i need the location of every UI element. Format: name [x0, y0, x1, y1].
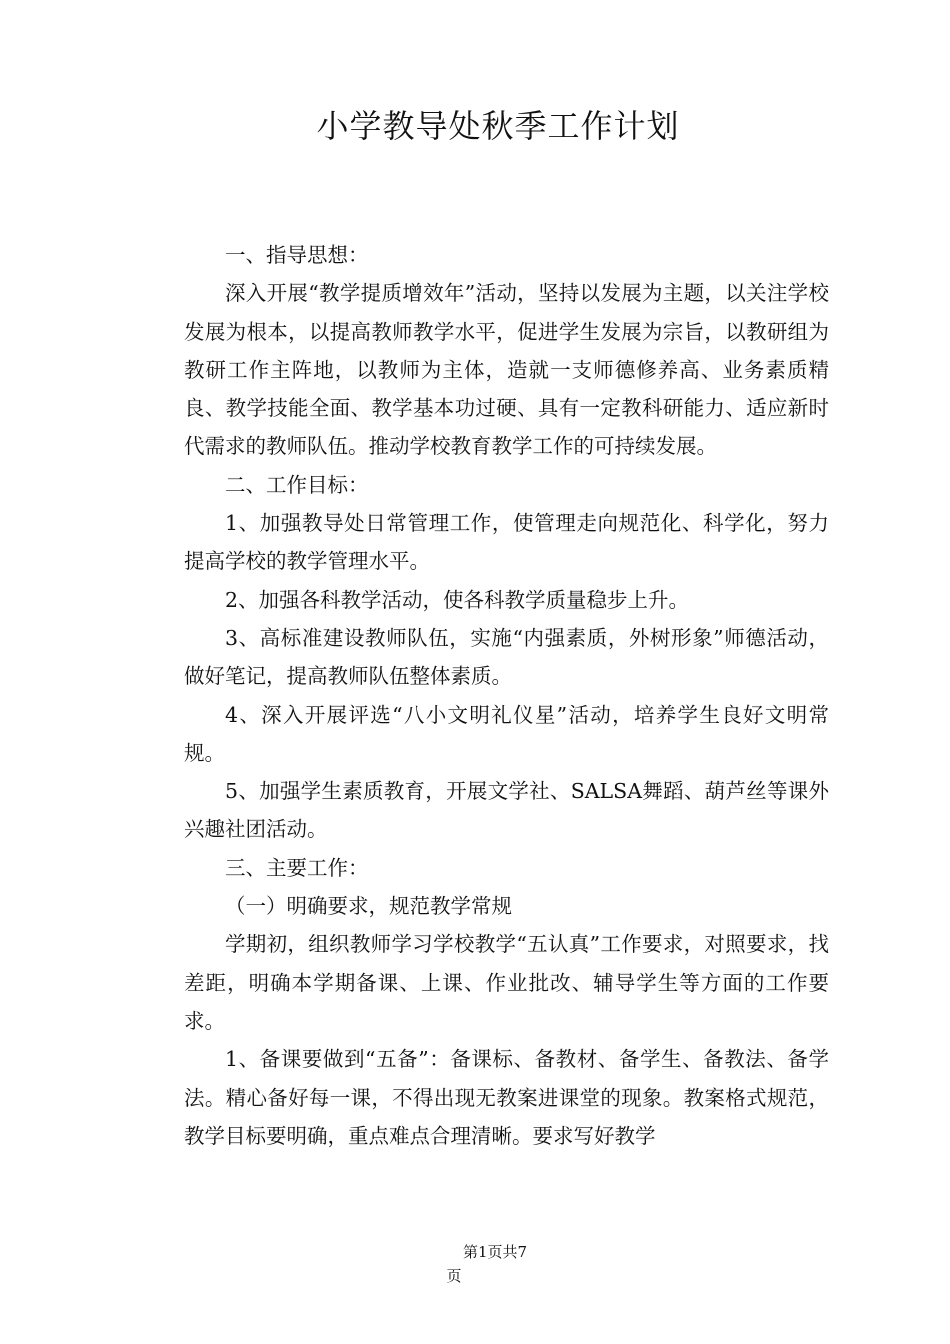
heading-main-work: 三、主要工作： — [225, 855, 369, 880]
paragraph-guiding-ideology: 深入开展“教学提质增效年”活动，坚持以发展为主题，以关注学校发展为根本，以提高教师教学水平，促进学生发展为宗旨，以教研组为教研工作主阵地，以教师为主体，造就一支师德修养高、业务素质精良、教学技能全面、教学基本功过硬、具有一定教科研能力、适应新时代需求的教师队伍。推动学校教育教学工作的可持续发展。 — [184, 281, 829, 459]
goal-item-4: 4、深入开展评选“八小文明礼仪星”活动，培养学生良好文明常规。 — [184, 702, 829, 765]
document-title: 小学教导处秋季工作计划 — [316, 107, 680, 145]
paragraph-semester-start: 学期初，组织教师学习学校教学“五认真”工作要求，对照要求，找差距，明确本学期备课、上课、作业批改、辅导学生等方面的工作要求。 — [184, 932, 829, 1033]
goal-item-3: 3、高标准建设教师队伍，实施“内强素质，外树形象”师德活动，做好笔记，提高教师队伍整体素质。 — [184, 625, 829, 689]
heading-guiding-ideology: 一、指导思想： — [225, 243, 369, 267]
document-body — [184, 236, 829, 1155]
heading-work-goals: 二、工作目标： — [225, 472, 369, 497]
subheading-teaching-routine: （一）明确要求，规范教学常规 — [225, 894, 512, 919]
goal-item-1: 1、加强教导处日常管理工作，使管理走向规范化、科学化，努力提高学校的教学管理水平。 — [184, 511, 829, 574]
page-number-line1: 第1页共7 — [462, 1243, 528, 1261]
goal-item-2: 2、加强各科教学活动，使各科教学质量稳步上升。 — [225, 587, 690, 612]
page-footer — [0, 1240, 950, 1288]
page-number-line2: 页 — [446, 1267, 462, 1285]
paragraph-lesson-preparation: 1、备课要做到“五备”：备课标、备教材、备学生、备教法、备学法。精心备好每一课，不得出现无教案进课堂的现象。教案格式规范，教学目标要明确，重点难点合理清晰。要求写好教学 — [184, 1047, 829, 1148]
goal-item-5: 5、加强学生素质教育，开展文学社、SALSA舞蹈、葫芦丝等课外兴趣社团活动。 — [184, 779, 829, 842]
